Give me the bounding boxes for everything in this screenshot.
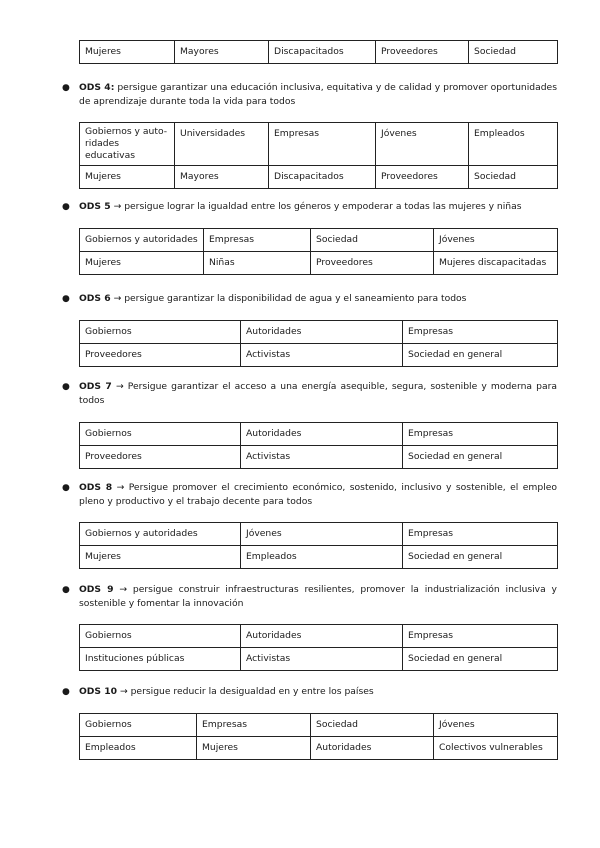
ods-heading: ODS 7 (79, 381, 112, 392)
table-row (80, 737, 558, 760)
ods-heading: ODS 6 (79, 293, 111, 304)
table-cell: Mujeres (80, 41, 175, 64)
stakeholder-table-ods5 (79, 228, 558, 275)
table-cell: Sociedad en general (403, 446, 558, 469)
table-cell: Empresas (403, 523, 558, 546)
table-cell: Gobiernos y autoridades (80, 229, 204, 252)
table-cell: Jóvenes (241, 523, 403, 546)
ods-separator: : (110, 82, 115, 93)
table-cell: Mujeres discapacitadas (434, 252, 558, 275)
table-row (80, 41, 558, 64)
table-cell: Activistas (241, 344, 403, 367)
ods7-paragraph (62, 380, 557, 408)
ods9-paragraph (62, 583, 557, 611)
ods-separator: → (110, 201, 122, 212)
ods-description: persigue lograr la igualdad entre los géneros y empoderar a todas las mujeres y niñas (121, 201, 522, 212)
table-cell: Autoridades (241, 321, 403, 344)
table-row (80, 344, 558, 367)
ods-heading: ODS 4 (79, 82, 111, 93)
table-cell: Proveedores (376, 41, 469, 64)
table-cell: Jóvenes (434, 229, 558, 252)
table-cell: Empresas (403, 625, 558, 648)
table-cell: Gobiernos (80, 423, 241, 446)
table-cell: Autoridades (241, 625, 403, 648)
table-cell: Autoridades (311, 737, 434, 760)
table-cell: Sociedad en general (403, 344, 558, 367)
stakeholder-table-ods4 (79, 122, 558, 189)
ods-description: persigue garantizar la disponibilidad de agua y el saneamiento para todos (121, 293, 467, 304)
stakeholder-table-ods6 (79, 320, 558, 367)
ods-separator: → (113, 584, 128, 595)
table-cell: Empleados (469, 123, 558, 166)
ods-description: persigue reducir la desigualdad en y entre los países (127, 686, 374, 697)
table-cell: Gobiernos y autoridades (80, 523, 241, 546)
table-cell: Instituciones públicas (80, 648, 241, 671)
table-cell: Empresas (197, 714, 311, 737)
ods-separator: → (110, 293, 122, 304)
table-row (80, 321, 558, 344)
table-row (80, 252, 558, 275)
ods-heading: ODS 9 (79, 584, 114, 595)
bullet-icon: ● (62, 483, 70, 493)
table-cell: Gobiernos (80, 321, 241, 344)
bullet-icon: ● (62, 382, 70, 392)
ods-separator: → (117, 686, 128, 697)
ods6-paragraph (62, 292, 557, 306)
table-row (80, 166, 558, 189)
ods8-paragraph (62, 481, 557, 509)
table-cell: Proveedores (376, 166, 469, 189)
bullet-icon: ● (62, 585, 70, 595)
table-cell: Discapacitados (269, 41, 376, 64)
table-cell: Activistas (241, 446, 403, 469)
bullet-icon: ● (62, 202, 70, 212)
table-cell: Sociedad en general (403, 546, 558, 569)
table-row (80, 123, 558, 166)
stakeholder-table-ods7 (79, 422, 558, 469)
table-cell: Mayores (175, 166, 269, 189)
table-cell: Jóvenes (434, 714, 558, 737)
table-cell: Proveedores (80, 446, 241, 469)
bullet-icon: ● (62, 83, 70, 93)
table-cell: Proveedores (311, 252, 434, 275)
table-cell: Sociedad (311, 714, 434, 737)
table-cell: Mujeres (80, 546, 241, 569)
table-row (80, 648, 558, 671)
ods-heading: ODS 8 (79, 482, 113, 493)
table-row (80, 625, 558, 648)
table-cell: Gobiernos (80, 625, 241, 648)
stakeholder-table-top (79, 40, 558, 64)
table-cell: Mujeres (197, 737, 311, 760)
table-cell: Sociedad (469, 166, 558, 189)
stakeholder-table-ods9 (79, 624, 558, 671)
table-cell: Jóvenes (376, 123, 469, 166)
table-row (80, 423, 558, 446)
ods-separator: → (111, 381, 124, 392)
stakeholder-table-ods10 (79, 713, 558, 760)
table-cell: Empresas (269, 123, 376, 166)
table-cell: Empresas (403, 321, 558, 344)
ods-separator: → (112, 482, 125, 493)
ods-description: Persigue promover el crecimiento económico, sostenido, inclusivo y sostenible, el empleo pleno y productivo y el trabajo decente para todos (79, 482, 557, 507)
ods-heading: ODS 10 (79, 686, 118, 697)
table-cell: Proveedores (80, 344, 241, 367)
table-row (80, 523, 558, 546)
table-cell: Empresas (204, 229, 311, 252)
ods-description: persigue garantizar una educación inclusiva, equitativa y de calidad y promover oportunidades de aprendizaje durante toda la vida para todos (79, 82, 558, 107)
ods-heading: ODS 5 (79, 201, 111, 212)
table-cell: Mayores (175, 41, 269, 64)
bullet-icon: ● (62, 687, 70, 697)
table-cell: Empresas (403, 423, 558, 446)
table-cell: Sociedad (469, 41, 558, 64)
table-cell: Universidades (175, 123, 269, 166)
table-cell: Mujeres (80, 166, 175, 189)
table-cell: Colectivos vulnerables (434, 737, 558, 760)
table-row (80, 546, 558, 569)
table-cell: Mujeres (80, 252, 204, 275)
table-cell: Empleados (80, 737, 197, 760)
table-cell: Autoridades (241, 423, 403, 446)
table-row (80, 229, 558, 252)
ods-description: persigue construir infraestructuras resilientes, promover la industrialización inclusiva y sostenible y fomentar la innovación (79, 584, 557, 609)
ods-description: Persigue garantizar el acceso a una energía asequible, segura, sostenible y moderna para todos (79, 381, 557, 406)
table-cell: Empleados (241, 546, 403, 569)
table-cell: Sociedad (311, 229, 434, 252)
table-cell: Gobiernos (80, 714, 197, 737)
table-row (80, 714, 558, 737)
table-cell: Discapacitados (269, 166, 376, 189)
table-row (80, 446, 558, 469)
table-cell: Activistas (241, 648, 403, 671)
table-cell: Sociedad en general (403, 648, 558, 671)
table-cell: Niñas (204, 252, 311, 275)
ods5-paragraph (62, 200, 557, 214)
ods10-paragraph (62, 685, 557, 699)
ods4-paragraph (62, 81, 558, 109)
table-cell: Gobiernos y auto-ridades educativas (80, 123, 175, 166)
bullet-icon: ● (62, 294, 70, 304)
stakeholder-table-ods8 (79, 522, 558, 569)
